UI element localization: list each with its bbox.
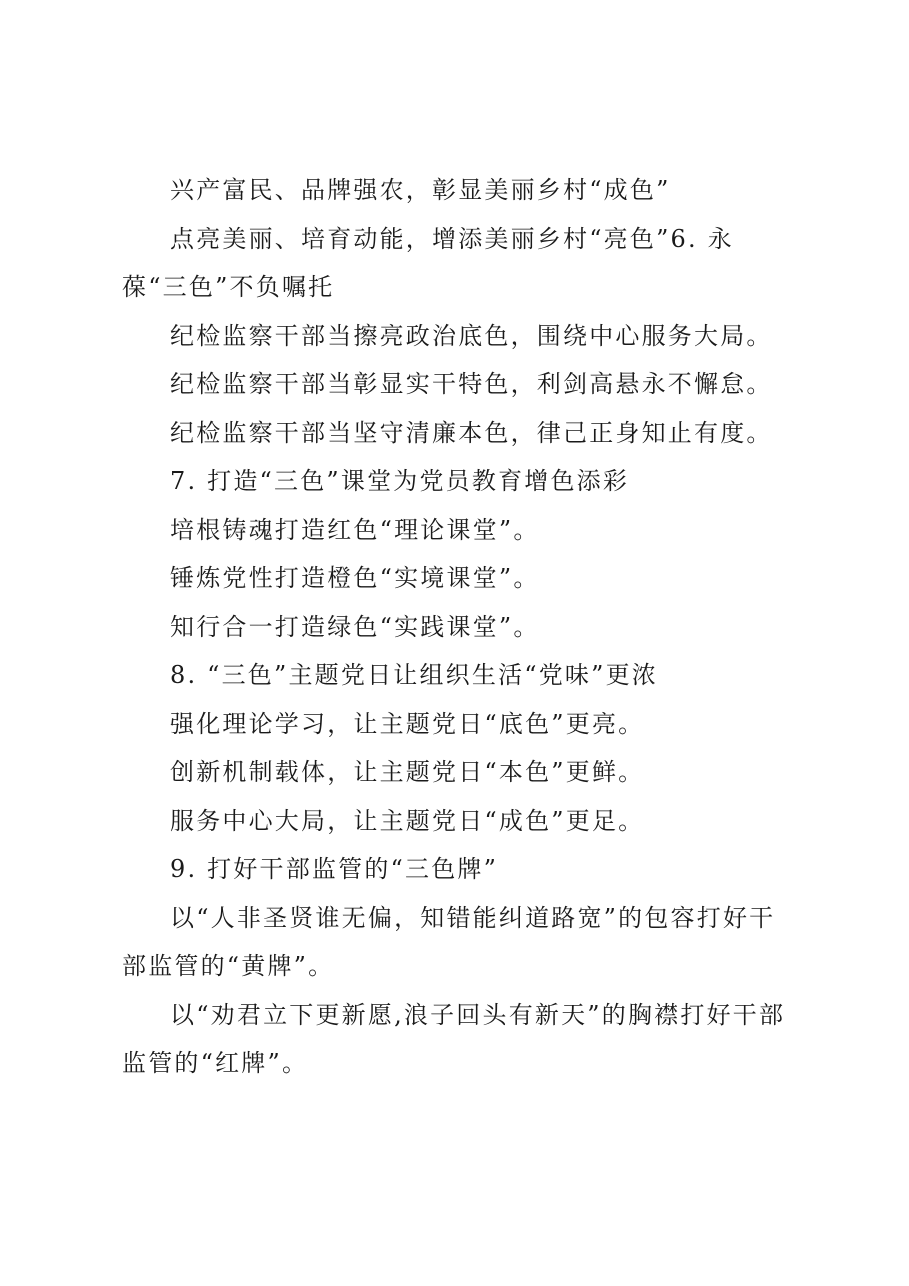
paragraph-9: 知行合一打造绿色“实践课堂”。 bbox=[170, 612, 540, 641]
paragraph-16: 以“劝君立下更新愿,浪子回头有新天”的胸襟打好干部监管的“红牌”。 bbox=[122, 1000, 786, 1077]
paragraph-8: 锤炼党性打造橙色“实境课堂”。 bbox=[170, 564, 540, 592]
paragraph-11: 强化理论学习，让主题党日“底色”更亮。 bbox=[170, 709, 645, 738]
paragraph-4: 纪检监察干部当彰显实干特色，利剑高悬永不懈怠。 bbox=[170, 370, 773, 398]
paragraph-1: 兴产富民、品牌强农，彰显美丽乡村“成色” bbox=[170, 176, 671, 204]
paragraph-7: 培根铸魂打造红色“理论课堂”。 bbox=[170, 515, 540, 544]
paragraph-12: 创新机制载体，让主题党日“本色”更鲜。 bbox=[170, 758, 645, 786]
document-body bbox=[122, 166, 798, 1088]
paragraph-2: 点亮美丽、培育动能，增添美丽乡村“亮色”6. 永葆“三色”不负嘱托 bbox=[122, 224, 734, 301]
section-heading-9: 9. 打好干部监管的“三色牌” bbox=[170, 855, 499, 883]
paragraph-15: 以“人非圣贤谁无偏，知错能纠道路宽”的包容打好干部监管的“黄牌”。 bbox=[122, 903, 776, 980]
section-heading-8: 8. “三色”主题党日让组织生活“党味”更浓 bbox=[170, 661, 659, 689]
paragraph-5: 纪检监察干部当坚守清廉本色，律己正身知止有度。 bbox=[170, 418, 773, 447]
section-heading-7: 7. 打造“三色”课堂为党员教育增色添彩 bbox=[170, 467, 630, 495]
paragraph-3: 纪检监察干部当擦亮政治底色，围绕中心服务大局。 bbox=[170, 321, 773, 350]
paragraph-13: 服务中心大局，让主题党日“成色”更足。 bbox=[170, 806, 645, 835]
